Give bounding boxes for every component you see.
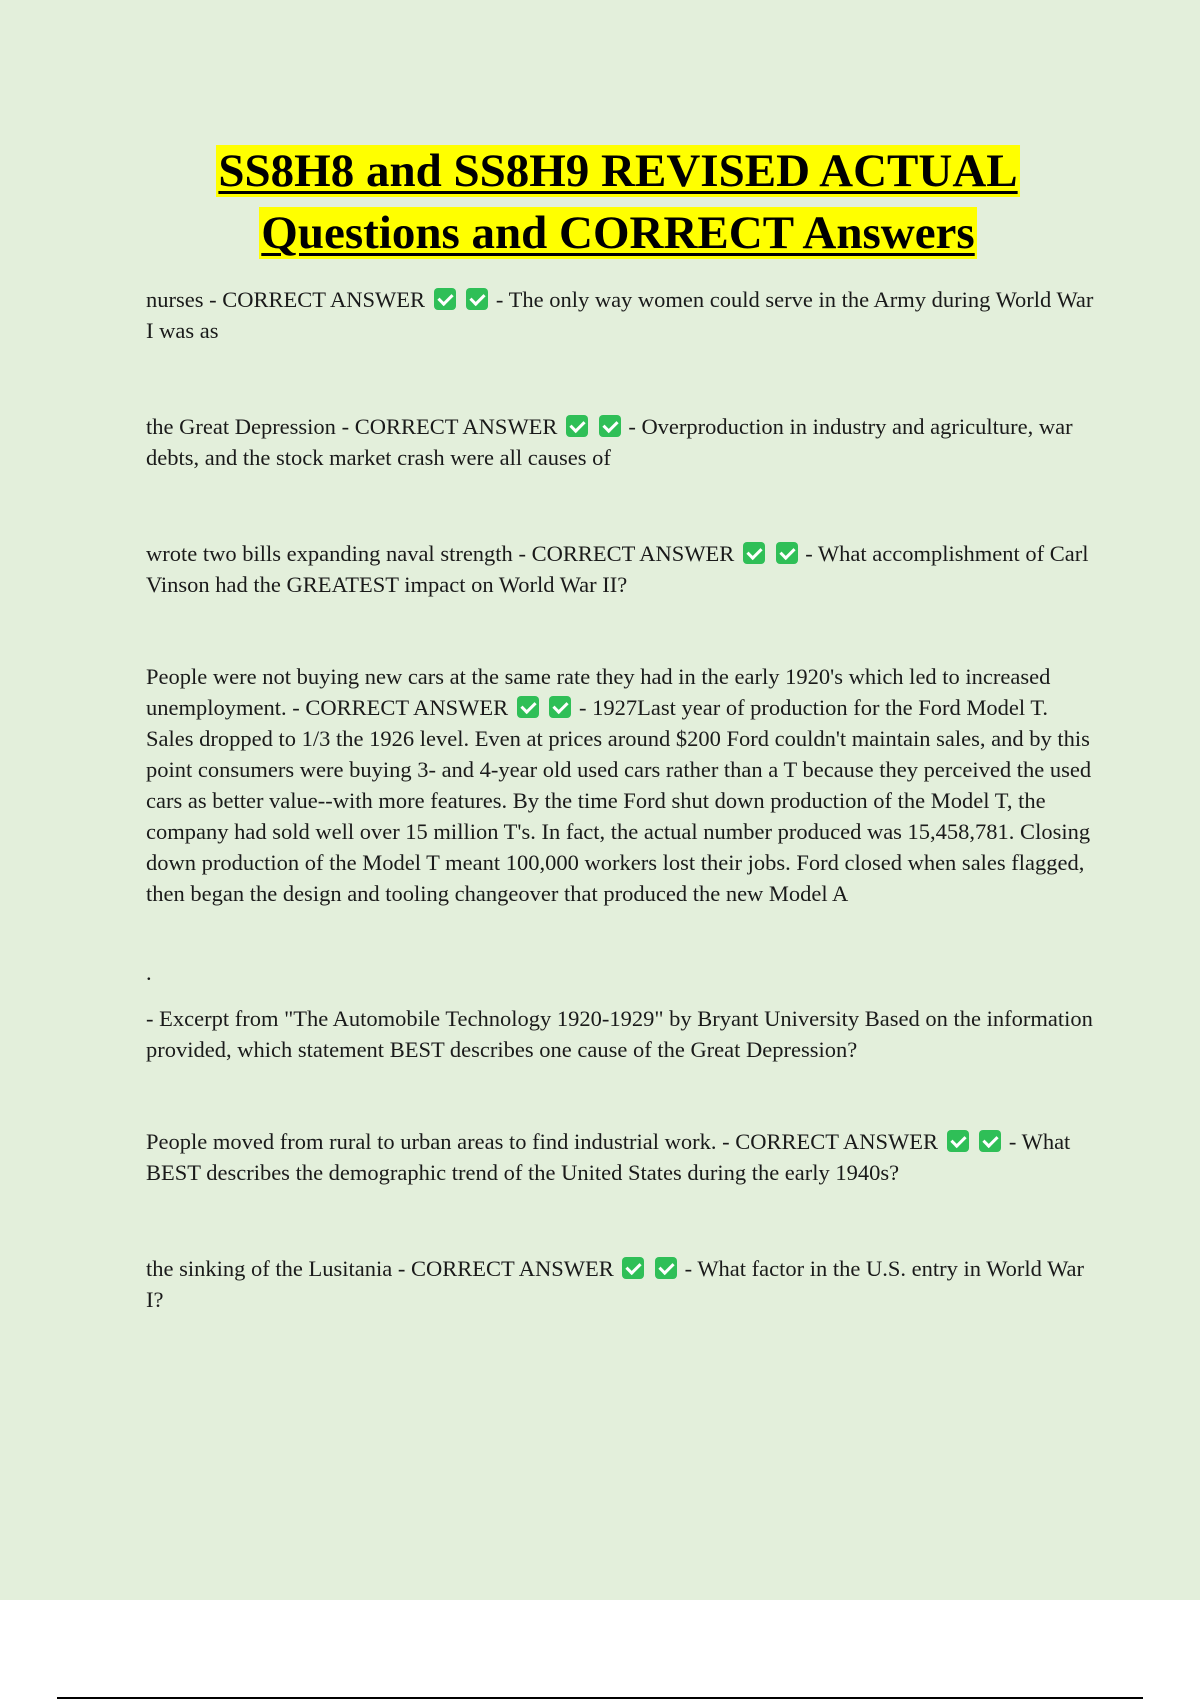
check-icon [947, 1130, 969, 1152]
check-icon [655, 1257, 677, 1279]
qa-item: People were not buying new cars at the same rate they had in the early 1920's which led to increased unemployment. - CORRECT ANSWER - 1927Last year of production for the Ford Model T. Sales dropped to 1/3 the 1926 level. Even at prices around $200 Ford couldn't maintain sales, and by this point consumers were buying 3- and 4-year old used cars rather than a T because they perceived the used cars as better value--with more features. By the time Ford shut down production of the Model T, the company had sold well over 15 million T's. In fact, the actual number produced was 15,458,781. Closing down production of the Model T meant 100,000 workers lost their jobs. Ford closed when sales flagged, then began the design and tooling changeover that produced the new Model A [146, 664, 1092, 906]
correct-answer-label: CORRECT ANSWER [305, 695, 509, 720]
answer-text: the Great Depression [146, 414, 336, 439]
check-icon [566, 415, 588, 437]
title-line-1: SS8H8 and SS8H9 REVISED ACTUAL [218, 145, 1018, 197]
check-icon [776, 542, 798, 564]
question-text: Overproduction in industry and agriculture, war debts, and the stock market crash were all causes of [146, 414, 1073, 470]
correct-answer-label: CORRECT ANSWER [222, 287, 425, 312]
correct-answer-label: CORRECT ANSWER [735, 1129, 938, 1154]
correct-answer-label: CORRECT ANSWER [354, 414, 558, 439]
answer-text: People were not buying new cars at the same rate they had in the early 1920's which led to increased unemployment. [146, 664, 1051, 720]
correct-answer-label: CORRECT ANSWER [410, 1256, 614, 1281]
answer-text: wrote two bills expanding naval strength [146, 541, 513, 566]
qa-item: the Great Depression - CORRECT ANSWER - Overproduction in industry and agriculture, war debts, and the stock market crash were all causes of [146, 414, 1073, 470]
document-title [0, 140, 1200, 264]
qa-item: wrote two bills expanding naval strength - CORRECT ANSWER - What accomplishment of Carl Vinson had the GREATEST impact on World War II? [146, 541, 1089, 597]
answer-text: People moved from rural to urban areas to find industrial work. [146, 1129, 717, 1154]
footer-divider [57, 1697, 1143, 1699]
check-icon [517, 696, 539, 718]
check-icon [622, 1257, 644, 1279]
qa-item: People moved from rural to urban areas to find industrial work. - CORRECT ANSWER - What BEST describes the demographic trend of the United States during the early 1940s? [146, 1129, 1071, 1185]
excerpt-text: - Excerpt from "The Automobile Technology 1920-1929" by Bryant University Based on the information provided, which statement BEST describes one cause of the Great Depression? [146, 1006, 1093, 1062]
check-icon [466, 288, 488, 310]
title-line-2: Questions and CORRECT Answers [261, 207, 975, 259]
question-text: The only way women could serve in the Army during World War I was as [146, 287, 1094, 343]
check-icon [743, 542, 765, 564]
check-icon [599, 415, 621, 437]
question-text: What factor in the U.S. entry in World War I? [146, 1256, 1085, 1312]
question-text: 1927Last year of production for the Ford Model T. Sales dropped to 1/3 the 1926 level. Even at prices around $200 Ford couldn't maintain sales, and by this point consumers were buying 3- and 4-year old used cars rather than a T because they perceived the used cars as better value--with more features. By the time Ford shut down production of the Model T, the company had sold well over 15 million T's. In fact, the actual number produced was 15,458,781. Closing down production of the Model T meant 100,000 workers lost their jobs. Ford closed when sales flagged, then began the design and tooling changeover that produced the new Model A [146, 695, 1092, 906]
check-icon [979, 1130, 1001, 1152]
answer-text: nurses [146, 287, 204, 312]
dot-separator: . [146, 960, 152, 985]
qa-item: nurses - CORRECT ANSWER - The only way women could serve in the Army during World War I was as [146, 287, 1094, 343]
answer-text: the sinking of the Lusitania [146, 1256, 393, 1281]
question-text: What BEST describes the demographic trend of the United States during the early 1940s? [146, 1129, 1071, 1185]
check-icon [549, 696, 571, 718]
correct-answer-label: CORRECT ANSWER [531, 541, 735, 566]
question-text: What accomplishment of Carl Vinson had the GREATEST impact on World War II? [146, 541, 1089, 597]
qa-item: the sinking of the Lusitania - CORRECT ANSWER - What factor in the U.S. entry in World War I? [146, 1256, 1085, 1312]
check-icon [434, 288, 456, 310]
